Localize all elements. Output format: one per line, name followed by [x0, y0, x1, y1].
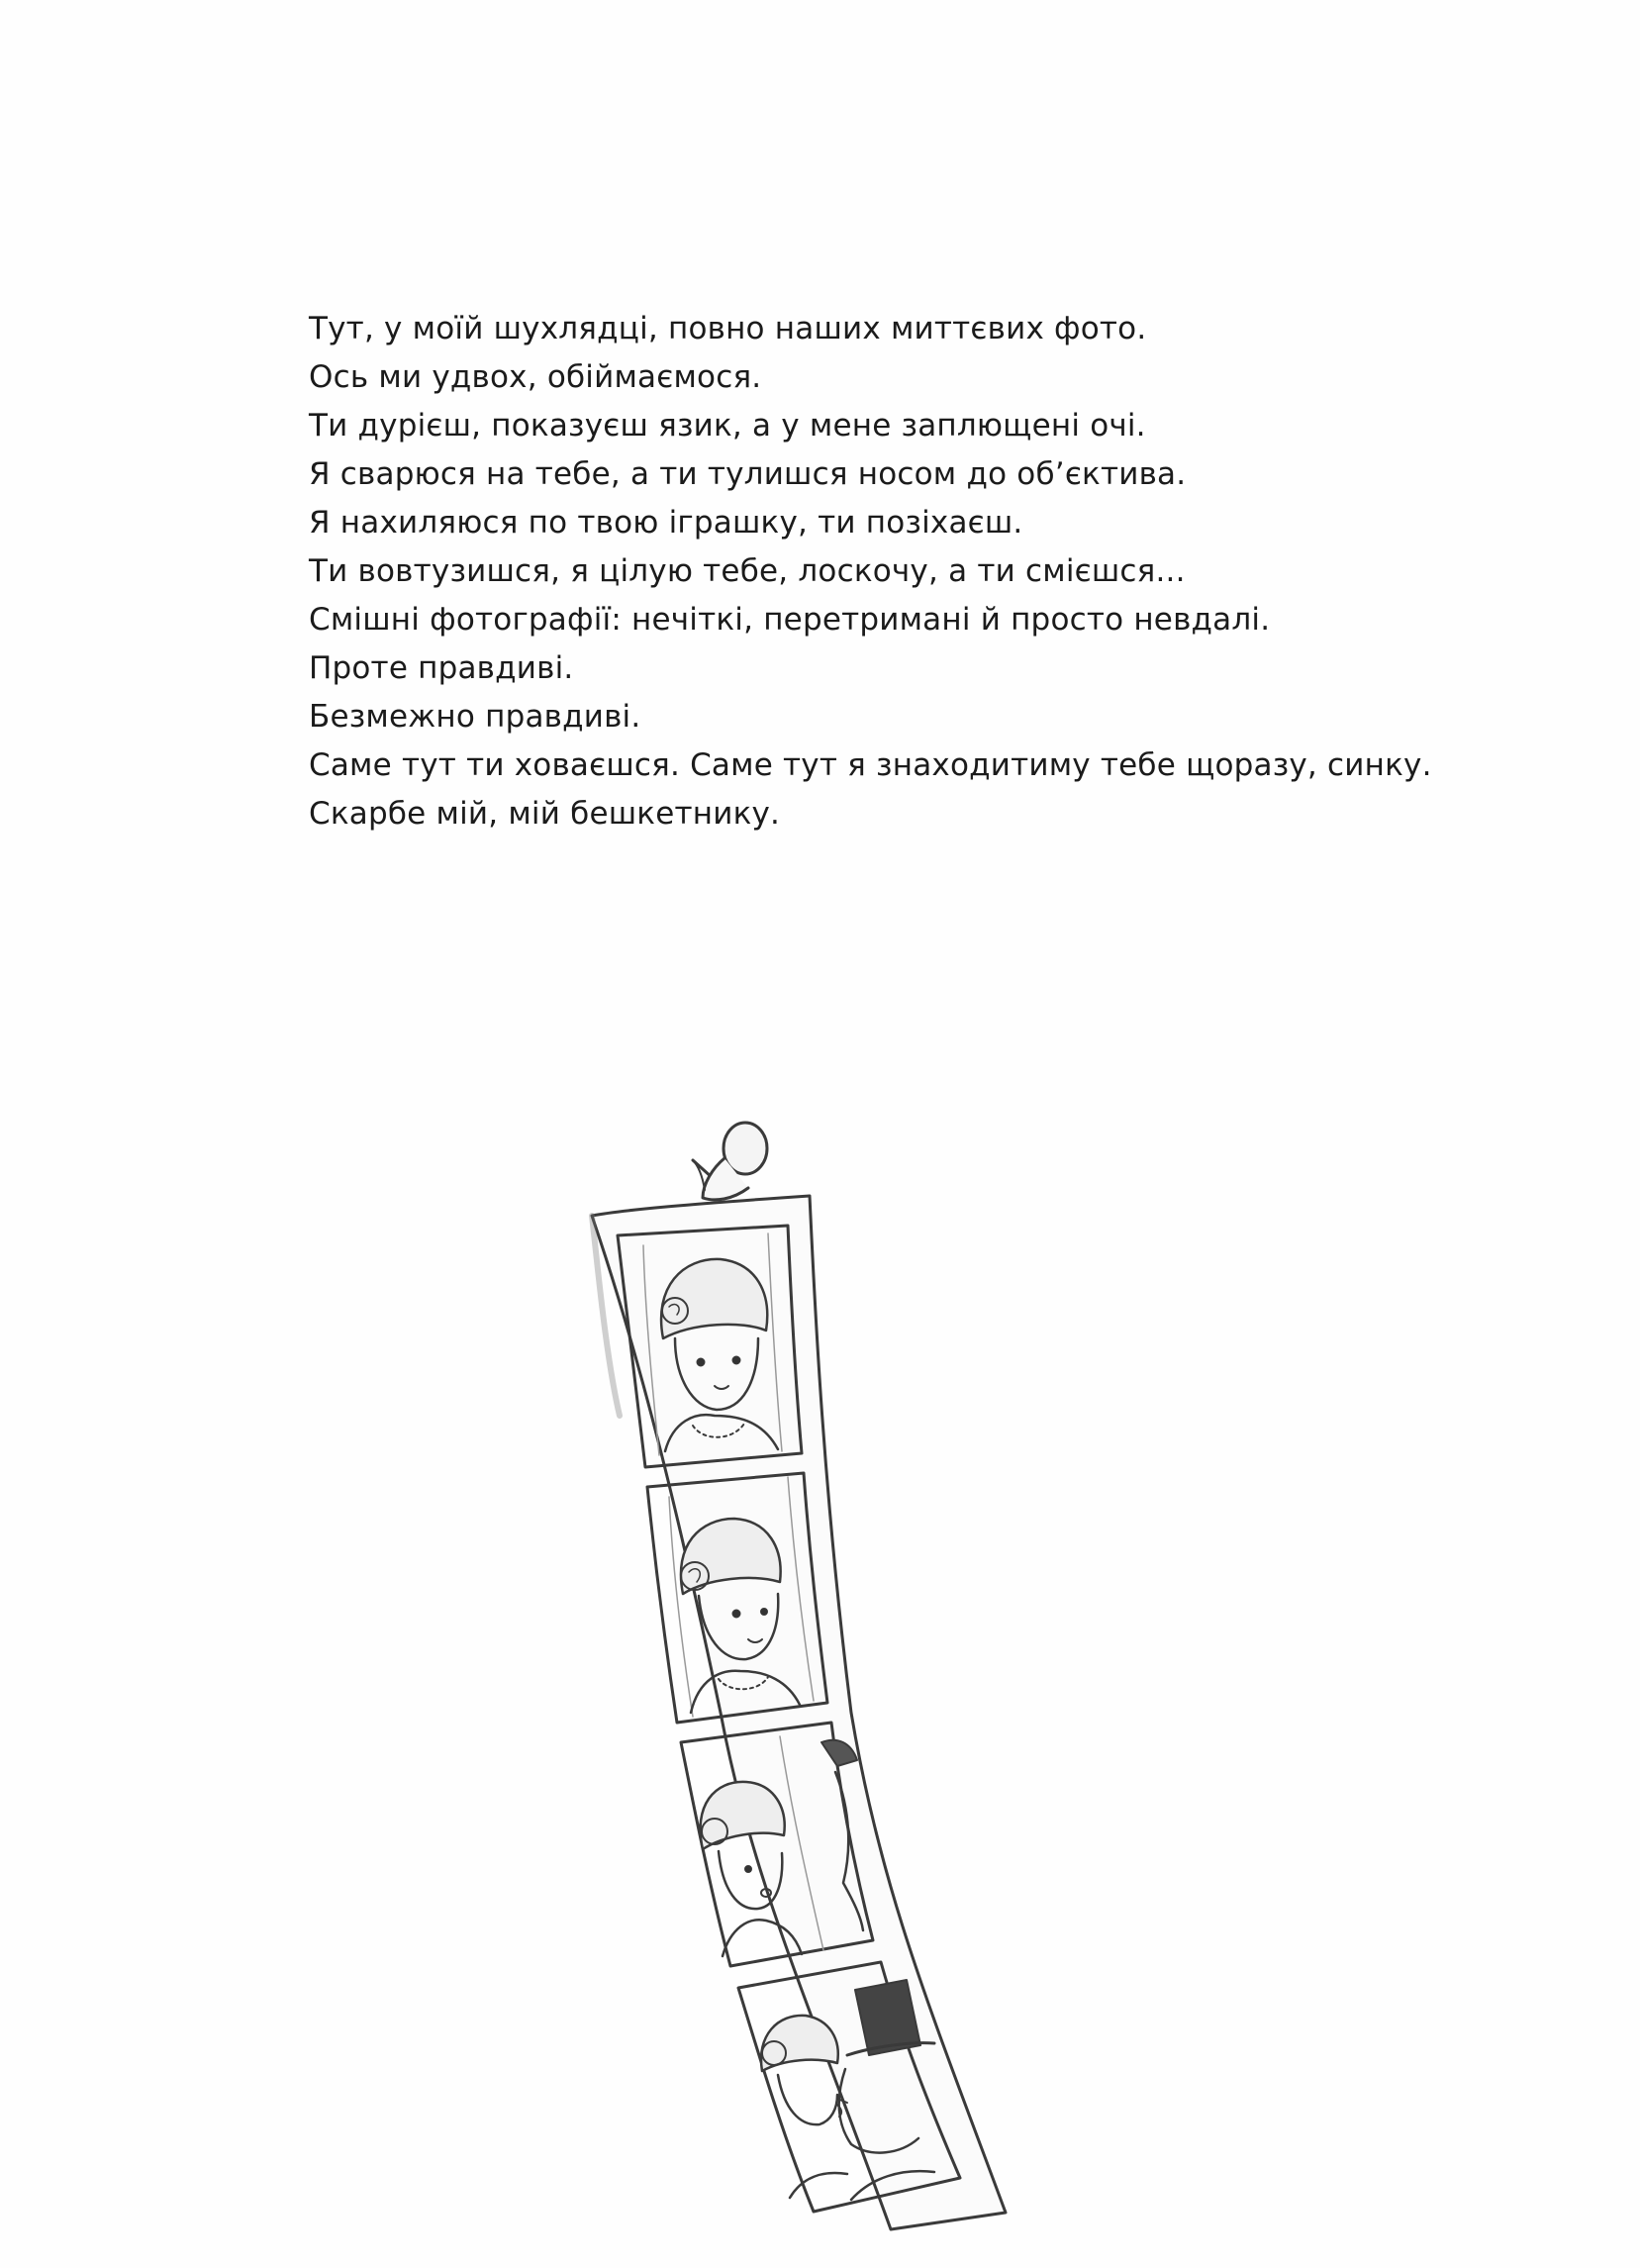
poem-line-10: Саме тут ти ховаєшся. Саме тут я знаходитиму тебе щоразу, синку. — [309, 747, 1432, 783]
poem-line-9: Безмежно правдиві. — [309, 699, 641, 735]
photo-strip-paper — [592, 1196, 1006, 2229]
poem-line-4: Я сварюся на тебе, а ти тулишся носом до об’єктива. — [309, 456, 1187, 492]
poem-line-8: Проте правдиві. — [309, 650, 574, 686]
poem-line-1: Тут, у моїй шухлядці, повно наших миттєвих фото. — [309, 311, 1147, 346]
photo-strip-illustration — [554, 1119, 1109, 2237]
poem-line-7: Смішні фотографії: нечіткі, перетримані й просто невдалі. — [309, 602, 1271, 638]
poem-line-5: Я нахиляюся по твою іграшку, ти позіхаєш. — [309, 505, 1023, 541]
poem-text — [305, 305, 1493, 838]
poem-line-2: Ось ми удвох, обіймаємося. — [309, 359, 762, 395]
poem-line-11: Скарбе мій, мій бешкетнику. — [309, 796, 781, 832]
poem-line-6: Ти вовтузишся, я цілую тебе, лоскочу, а ти смієшся... — [309, 553, 1186, 589]
push-pin-icon — [693, 1123, 767, 1200]
poem-line-3: Ти дурієш, показуєш язик, а у мене заплющені очі. — [309, 408, 1146, 444]
